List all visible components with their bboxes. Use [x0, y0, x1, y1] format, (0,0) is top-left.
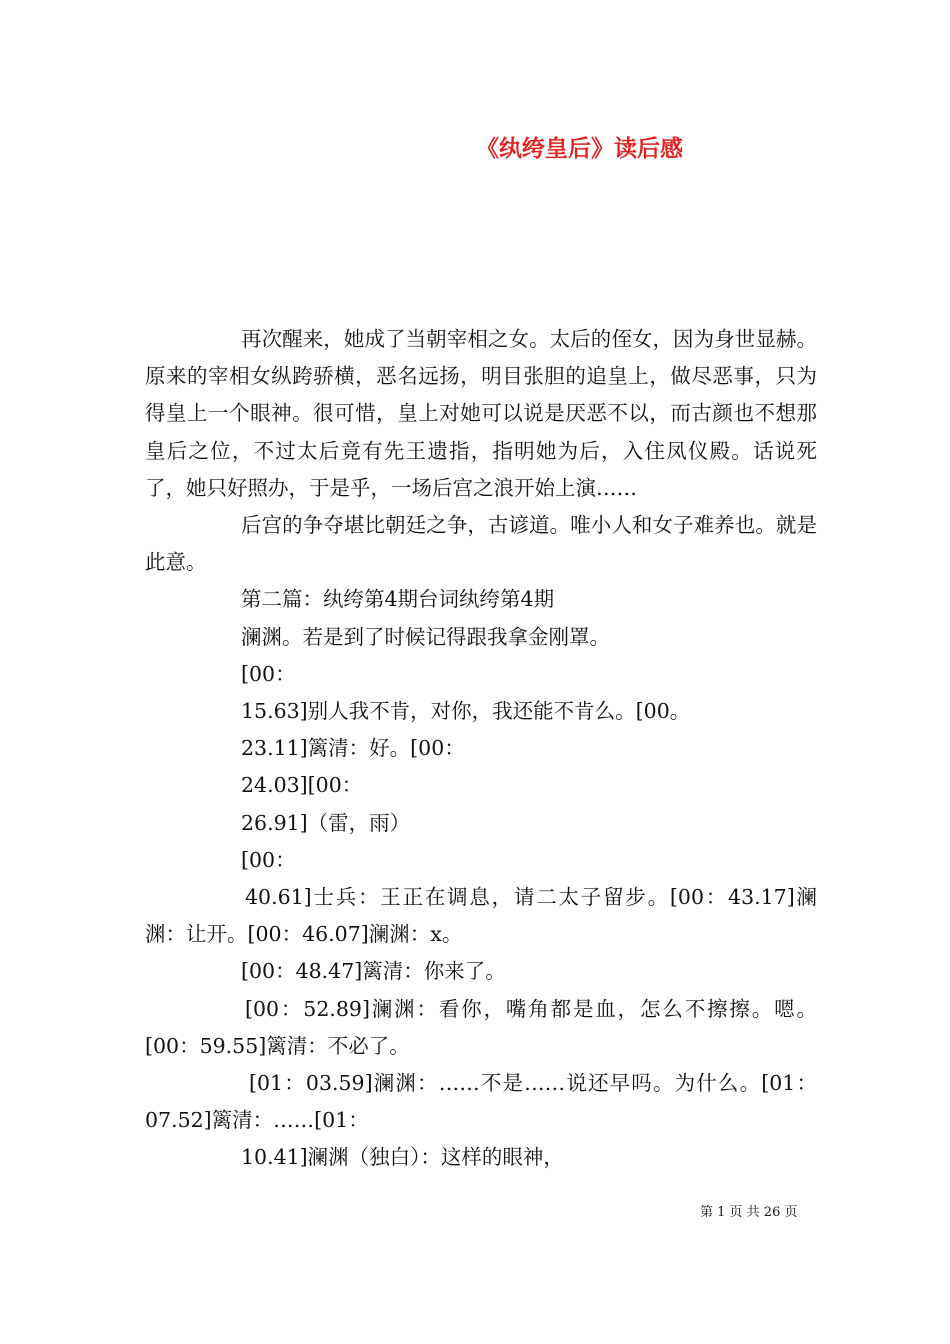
paragraph: [00：	[241, 661, 296, 686]
document-title: 《纨绔皇后》读后感	[476, 136, 683, 162]
paragraph: 第二篇：纨绔第4期台词纨绔第4期	[241, 587, 555, 612]
paragraph: [00：48.47]篱清：你来了。	[241, 959, 506, 984]
paragraph: [01：03.59]澜渊：……不是……说还早吗。为什么。[01：07.52]篱清：……[01：	[145, 1071, 817, 1133]
paragraph: 10.41]澜渊（独白）：这样的眼神，	[241, 1145, 564, 1170]
paragraph: 澜渊。若是到了时候记得跟我拿金刚罩。	[241, 624, 610, 649]
paragraph: [00：52.89]澜渊：看你，嘴角都是血，怎么不擦擦。嗯。[00：59.55]篱清：不必了。	[145, 996, 817, 1058]
page-footer: 第 1 页 共 26 页	[700, 1205, 798, 1220]
document-body	[145, 321, 817, 1177]
paragraph: 15.63]别人我不肯，对你，我还能不肯么。[00。	[241, 699, 691, 724]
paragraph: 23.11]篱清：好。[00：	[241, 736, 465, 761]
paragraph: [00：	[241, 847, 296, 872]
paragraph: 26.91]（雷，雨）	[241, 810, 411, 835]
paragraph: 40.61]士兵：王正在调息，请二太子留步。[00：43.17]澜渊：让开。[00：46.07]澜渊：x。	[145, 885, 817, 947]
paragraph: 后宫的争夺堪比朝廷之争，古谚道。唯小人和女子难养也。就是此意。	[145, 513, 817, 575]
paragraph: 再次醒来，她成了当朝宰相之女。太后的侄女，因为身世显赫。原来的宰相女纵跨骄横，恶名远扬，明目张胆的追皇上，做尽恶事，只为得皇上一个眼神。很可惜，皇上对她可以说是厌恶不以，而古颜也不想那皇后之位，不过太后竟有先王遗指，指明她为后，入住凤仪殿。话说死了，她只好照办，于是乎，一场后宫之浪开始上演……	[145, 327, 817, 500]
paragraph: 24.03][00：	[241, 773, 363, 798]
